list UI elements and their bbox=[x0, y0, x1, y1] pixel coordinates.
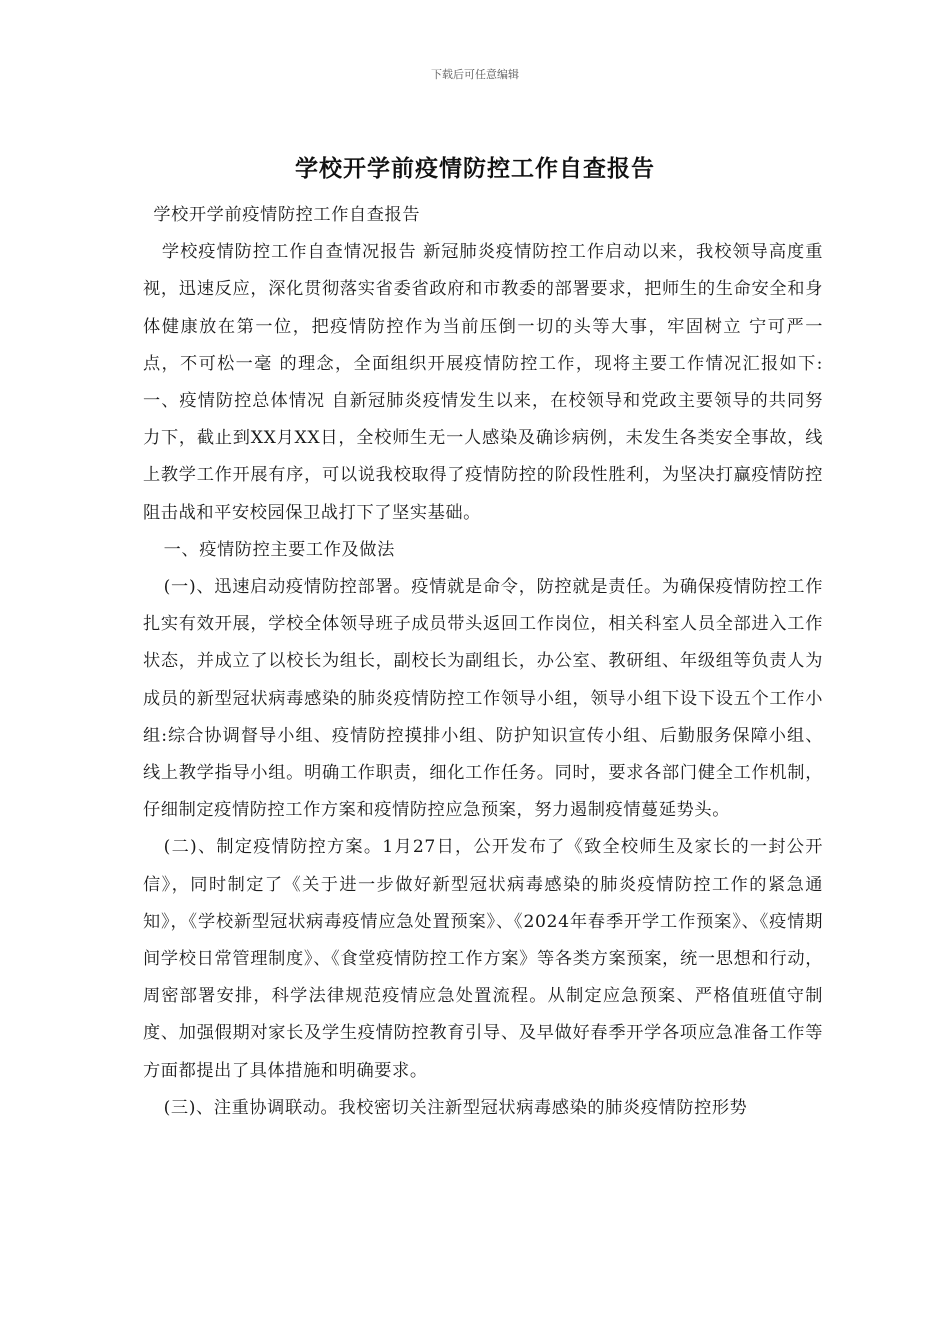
section-heading: 一、疫情防控主要工作及做法 bbox=[163, 539, 395, 560]
document-title: 学校开学前疫情防控工作自查报告 bbox=[295, 155, 655, 182]
document-subtitle: 学校开学前疫情防控工作自查报告 bbox=[153, 205, 421, 225]
item-paragraph-3: (三)、注重协调联动。我校密切关注新型冠状病毒感染的肺炎疫情防控形势 bbox=[163, 1097, 748, 1118]
item-paragraph-2: (二)、制定疫情防控方案。1月27日，公开发布了《致全校师生及家长的一封公开信》，同时制定了《关于进一步做好新型冠状病毒感染的肺炎疫情防控工作的紧急通知》，《学校新型冠状病毒疫情应急处置预案》、《2024年春季开学工作预案》、《疫情期间学校日常管理制度》、《食堂疫情防控工作方案》等各类方案预案，统一思想和行动，周密部署安排，科学法律规范疫情应急处置流程。从制定应急预案、严格值班值守制度、加强假期对家长及学生疫情防控教育引导、及早做好春季开学各项应急准备工作等方面都提出了具体措施和明确要求。 bbox=[143, 837, 823, 1081]
intro-paragraph: 学校疫情防控工作自查情况报告 新冠肺炎疫情防控工作启动以来，我校领导高度重视，迅速反应，深化贯彻落实省委省政府和市教委的部署要求，把师生的生命安全和身体健康放在第一位，把疫情防控作为当前压倒一切的头等大事，牢固树立 宁可严一点，不可松一毫 的理念，全面组织开展疫情防控工作，现将主要工作情况汇报如下:一、疫情防控总体情况 自新冠肺炎疫情发生以来，在校领导和党政主要领导的共同努力下，截止到XX月XX日，全校师生无一人感染及确诊病例，未发生各类安全事故，线上教学工作开展有序，可以说我校取得了疫情防控的阶段性胜利，为坚决打赢疫情防控阻击战和平安校园保卫战打下了坚实基础。 bbox=[143, 242, 823, 523]
document-body bbox=[143, 197, 823, 1127]
header-note: 下载后可任意编辑 bbox=[431, 68, 519, 81]
item-paragraph-1: (一)、迅速启动疫情防控部署。疫情就是命令，防控就是责任。为确保疫情防控工作扎实有效开展，学校全体领导班子成员带头返回工作岗位，相关科室人员全部进入工作状态，并成立了以校长为组长，副校长为副组长，办公室、教研组、年级组等负责人为成员的新型冠状病毒感染的肺炎疫情防控工作领导小组，领导小组下设下设五个工作小组:综合协调督导小组、疫情防控摸排小组、防护知识宣传小组、后勤服务保障小组、线上教学指导小组。明确工作职责，细化工作任务。同时，要求各部门健全工作机制，仔细制定疫情防控工作方案和疫情防控应急预案，努力遏制疫情蔓延势头。 bbox=[143, 577, 823, 821]
